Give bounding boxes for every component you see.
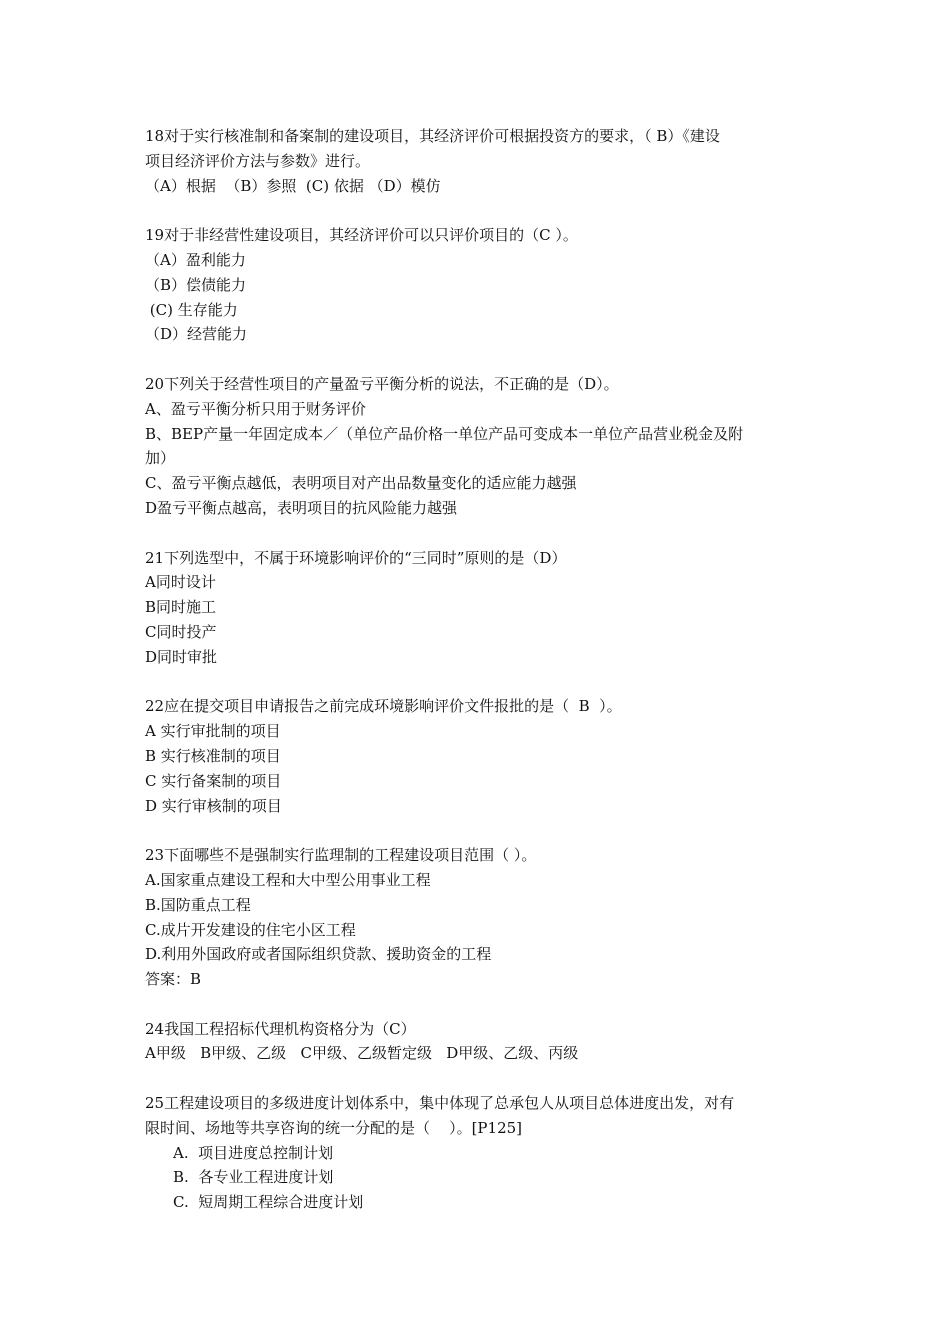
answer-option: D 实行审核制的项目: [145, 796, 282, 815]
answer-option: D同时审批: [145, 647, 218, 666]
answer-option: A、盈亏平衡分析只用于财务评价: [145, 399, 366, 418]
question-text: 19对于非经营性建设项目，其经济评价可以只评价项目的（C ）。: [145, 226, 578, 245]
answer-option: （D）经营能力: [145, 325, 248, 344]
answer-option: C.成片开发建设的住宅小区工程: [145, 920, 356, 939]
question-25: [145, 1091, 825, 1215]
answer-option: D盈亏平衡点越高，表明项目的抗风险能力越强: [145, 498, 458, 517]
question-23: [145, 843, 825, 992]
answer-option: A同时设计: [145, 573, 216, 592]
answer-option: (C) 生存能力: [145, 300, 238, 319]
answer-option: C. 短周期工程综合进度计划: [173, 1193, 364, 1212]
answer-option: A.国家重点建设工程和大中型公用事业工程: [145, 870, 431, 889]
answer-key: 答案：B: [145, 970, 202, 989]
question-text: 23下面哪些不是强制实行监理制的工程建设项目范围（ ）。: [145, 846, 537, 865]
question-20: [145, 372, 825, 521]
question-18: [145, 124, 825, 198]
question-text: 项目经济评价方法与参数》进行。: [145, 151, 371, 170]
question-22: [145, 694, 825, 818]
answer-option: B. 各专业工程进度计划: [173, 1168, 334, 1187]
answer-option: A. 项目进度总控制计划: [173, 1143, 334, 1162]
question-text: 21下列选型中，不属于环境影响评价的“三同时”原则的是（D）: [145, 548, 567, 567]
answer-option: B.国防重点工程: [145, 895, 251, 914]
answer-option: C 实行备案制的项目: [145, 771, 282, 790]
answer-option: B、BEP产量一年固定成本／（单位产品价格一单位产品可变成本一单位产品营业税金及附: [145, 424, 744, 443]
answer-option: C、盈亏平衡点越低，表明项目对产出品数量变化的适应能力越强: [145, 474, 577, 493]
question-text: 24我国工程招标代理机构资格分为（C）: [145, 1019, 416, 1038]
answer-option: （B）偿债能力: [145, 275, 247, 294]
answer-options: （A）根据 （B）参照 (C) 依据 （D）模仿: [145, 176, 441, 195]
answer-option: 加）: [145, 449, 176, 468]
question-24: [145, 1017, 825, 1067]
question-text: 20下列关于经营性项目的产量盈亏平衡分析的说法，不正确的是（D）。: [145, 374, 619, 393]
answer-option: （A）盈利能力: [145, 250, 246, 269]
answer-option: B同时施工: [145, 598, 217, 617]
question-text: 限时间、场地等共享咨询的统一分配的是（ ）。[P125]: [145, 1118, 523, 1137]
answer-option: A 实行审批制的项目: [145, 722, 281, 741]
answer-option: B 实行核准制的项目: [145, 746, 281, 765]
answer-option: D.利用外国政府或者国际组织贷款、援助资金的工程: [145, 945, 492, 964]
answer-options: A甲级 B甲级、乙级 C甲级、乙级暂定级 D甲级、乙级、丙级: [145, 1044, 579, 1063]
answer-option: C同时投产: [145, 622, 217, 641]
question-21: [145, 546, 825, 670]
question-19: [145, 223, 825, 347]
question-text: 22应在提交项目申请报告之前完成环境影响评价文件报批的是（ B ）。: [145, 697, 622, 716]
document-page: [145, 124, 825, 1240]
question-text: 18对于实行核准制和备案制的建设项目，其经济评价可根据投资方的要求，（ B）《建设: [145, 127, 720, 145]
question-text: 25工程建设项目的多级进度计划体系中，集中体现了总承包人从项目总体进度出发，对有: [145, 1094, 735, 1113]
